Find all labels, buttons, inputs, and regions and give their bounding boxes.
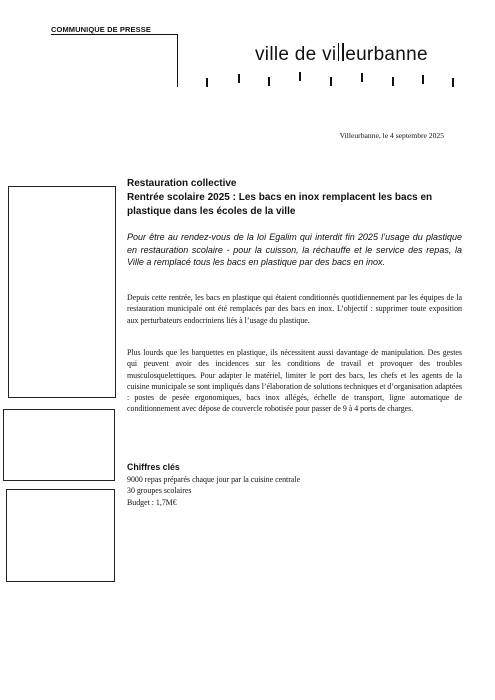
logo-l-mark <box>338 43 340 61</box>
side-frame-top <box>8 186 116 398</box>
article-paragraph: Plus lourds que les barquettes en plastique, ils nécessitent aussi davantage de manipulation. Des gestes qui peuvent avoir des incidences sur les conditions de travail et provoquer des troubles musculosquelettiques. Pour adapter le matériel, limiter le port des bacs, les chefs et les agents de la cuisine municipale se sont impliqués dans l’élaboration de solutions techniques et d’organisation adaptées : postes de pesée ergonomiques, bacs inox allégés, échelle de transport, ligne automatique de conditionnement avec dépose de couvercle robotisée pour passer de 9 à 4 ports de charges. <box>127 348 462 414</box>
header-rule-vertical <box>177 34 178 87</box>
logo-tick <box>330 77 332 86</box>
logo-tick <box>422 75 424 84</box>
key-figure-item: Budget : 1,7M€ <box>127 497 177 507</box>
logo-prefix: ville de vi <box>255 44 337 65</box>
side-frame-bottom <box>6 489 115 582</box>
logo-tick <box>299 72 301 81</box>
logo-l-mark <box>342 43 344 61</box>
key-figures-list <box>127 474 462 508</box>
key-figures-title: Chiffres clés <box>127 462 180 472</box>
press-release-label: COMMUNIQUE DE PRESSE <box>51 25 151 34</box>
logo-tick <box>206 78 208 87</box>
article-paragraph: Depuis cette rentrée, les bacs en plastique qui étaient conditionnés quotidiennement par les équipes de la restauration municipale ont été remplacés par des bacs en inox. L’objectif : supprimer toute exposition aux perturbateurs endocriniens liés à l’usage du plastique. <box>127 293 462 325</box>
logo-suffix: eurbanne <box>345 44 428 65</box>
logo-tick <box>361 73 363 82</box>
article-headline: Rentrée scolaire 2025 : Les bacs en inox remplacent les bacs en plastique dans les écoles de la ville <box>127 192 433 217</box>
city-logo <box>255 43 428 66</box>
key-figure-item: 30 groupes scolaires <box>127 486 192 496</box>
logo-tick <box>268 77 270 86</box>
logo-tick <box>392 77 394 86</box>
article-kicker: Restauration collective <box>127 178 237 189</box>
article-lead: Pour être au rendez-vous de la loi Egalim qui interdit fin 2025 l’usage du plastique en restauration scolaire - pour la cuisson, la réchauffe et le service des repas, la Ville a remplacé tous les bacs en plastique par des bacs en inox. <box>127 232 462 268</box>
release-date: Villeurbanne, le 4 septembre 2025 <box>339 131 444 140</box>
logo-tick <box>238 74 240 83</box>
side-frame-middle <box>3 409 115 481</box>
key-figure-item: 9000 repas préparés chaque jour par la cuisine centrale <box>127 475 301 484</box>
header-rule-top <box>51 34 178 35</box>
logo-tick <box>452 78 454 87</box>
